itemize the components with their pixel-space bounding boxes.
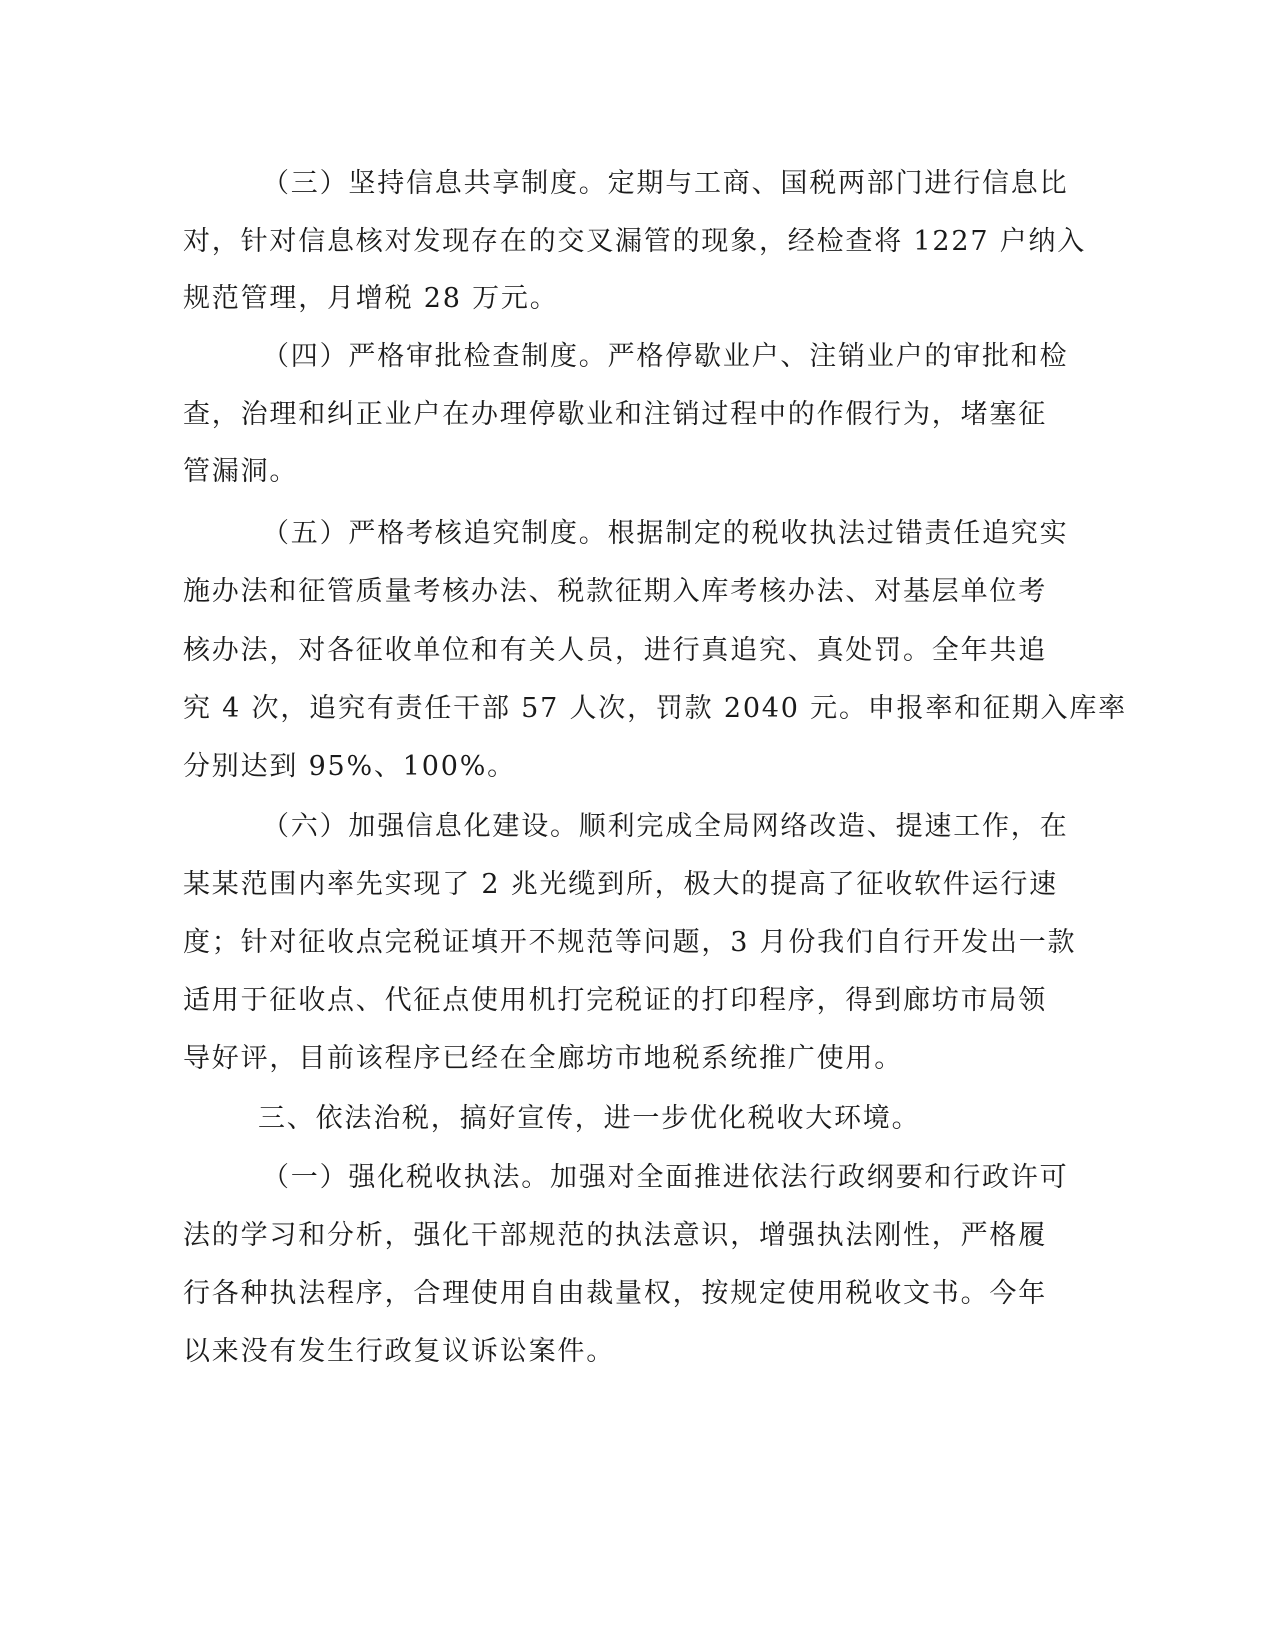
- paragraph-7-line-2: 法的学习和分析，强化干部规范的执法意识，增强执法刚性，严格履: [183, 1220, 1047, 1251]
- paragraph-5-line-2: 施办法和征管质量考核办法、税款征期入库考核办法、对基层单位考: [183, 576, 1047, 607]
- paragraph-3-line-1: （三）坚持信息共享制度。定期与工商、国税两部门进行信息比: [262, 168, 1069, 199]
- paragraph-5-line-1: （五）严格考核追究制度。根据制定的税收执法过错责任追究实: [262, 518, 1069, 549]
- paragraph-7-line-4: 以来没有发生行政复议诉讼案件。: [183, 1336, 615, 1367]
- paragraph-3-line-3: 规范管理，月增税 28 万元。: [183, 283, 559, 314]
- paragraph-7-line-1: （一）强化税收执法。加强对全面推进依法行政纲要和行政许可: [262, 1162, 1069, 1193]
- paragraph-3-line-2: 对，针对信息核对发现存在的交叉漏管的现象，经检查将 1227 户纳入: [183, 226, 1087, 257]
- paragraph-6-line-4: 适用于征收点、代征点使用机打完税证的打印程序，得到廊坊市局领: [183, 985, 1047, 1016]
- paragraph-5-line-3: 核办法，对各征收单位和有关人员，进行真追究、真处罚。全年共追: [183, 635, 1047, 666]
- paragraph-4-line-3: 管漏洞。: [183, 456, 299, 487]
- paragraph-6-line-3: 度；针对征收点完税证填开不规范等问题，3 月份我们自行开发出一款: [183, 927, 1077, 958]
- paragraph-7-line-3: 行各种执法程序，合理使用自由裁量权，按规定使用税收文书。今年: [183, 1278, 1047, 1309]
- paragraph-5-line-5: 分别达到 95%、100%。: [183, 751, 516, 782]
- section-3-heading: 三、依法治税，搞好宣传，进一步优化税收大环境。: [258, 1103, 921, 1134]
- paragraph-6-line-1: （六）加强信息化建设。顺利完成全局网络改造、提速工作，在: [262, 811, 1069, 842]
- paragraph-5-line-4: 究 4 次，追究有责任干部 57 人次，罚款 2040 元。申报率和征期入库率: [183, 693, 1127, 724]
- paragraph-6-line-5: 导好评，目前该程序已经在全廊坊市地税系统推广使用。: [183, 1043, 903, 1074]
- paragraph-6-line-2: 某某范围内率先实现了 2 兆光缆到所，极大的提高了征收软件运行速: [183, 869, 1058, 900]
- paragraph-4-line-2: 查，治理和纠正业户在办理停歇业和注销过程中的作假行为，堵塞征: [183, 399, 1047, 430]
- paragraph-4-line-1: （四）严格审批检查制度。严格停歇业户、注销业户的审批和检: [262, 341, 1069, 372]
